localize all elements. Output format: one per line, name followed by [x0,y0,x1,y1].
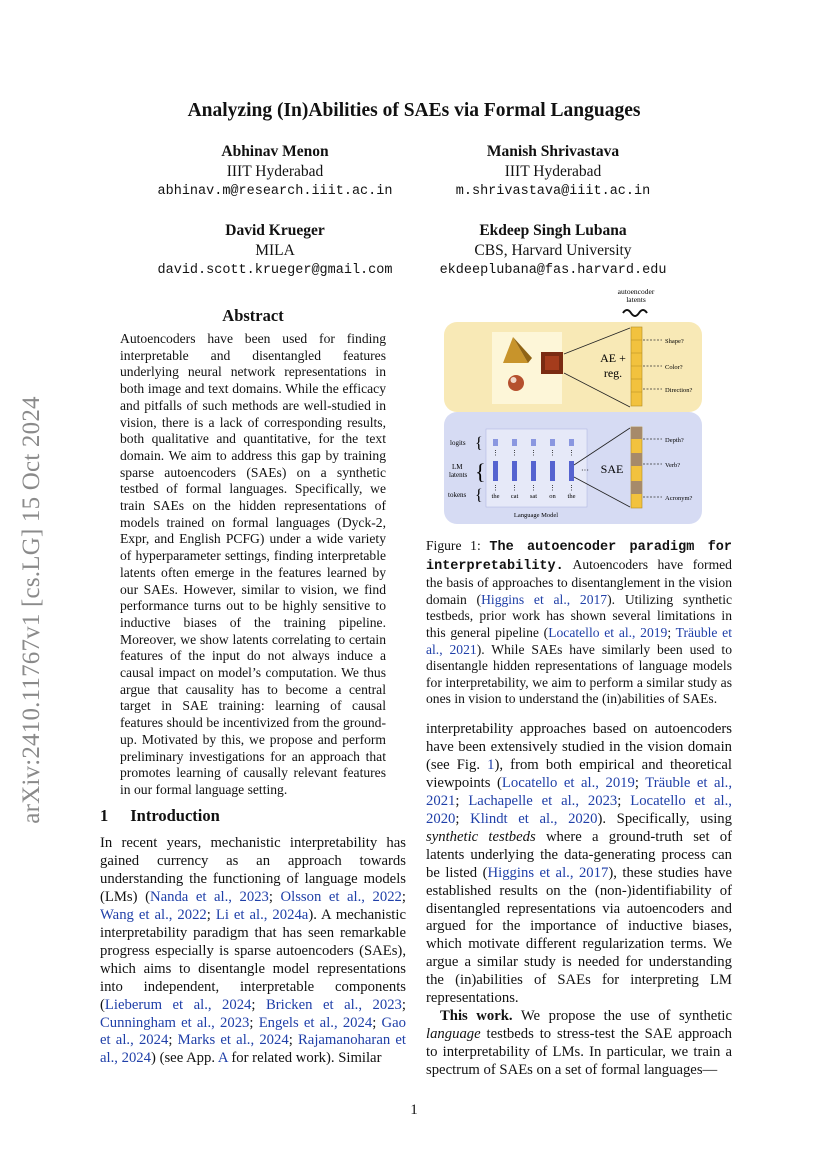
body-text: ) (see App. [151,1050,218,1067]
emphasis-text: language [426,1026,481,1043]
body-text: ), these studies have established results on the (non-)identifiability of disentangled representations via autoencoders and argued for the importance of inductive biases, which motivate different regularization terms. We argue a similar study is needed for understanding the (in)abilities of SAEs for interpreting LM representations. [426,864,732,1007]
tilde-icon [623,310,647,316]
caption-label: Figure 1: [426,538,481,553]
figure-1 [440,285,710,527]
body-text: ; [372,1014,382,1031]
brace-icon: { [475,435,483,452]
abstract-heading: Abstract [222,306,284,325]
body-text: ), from both empirical and theoretical viewpoints ( [426,756,732,791]
body-text: We propose the use of synthetic [512,1008,732,1025]
citation-link[interactable]: Higgins et al., 2017 [481,591,608,607]
svg-text:⋮: ⋮ [549,484,556,492]
author-email[interactable]: m.shrivastava@iiit.ac.in [455,184,651,199]
token-label: the [491,493,500,500]
section-number: 1 [100,806,109,825]
caption-text: ). While SAEs have similarly been used to disentangle hidden representations of language models for interpretability, we aim to perform a similar study as ones in vision to understand the (in)abilities of SAEs. [426,641,732,707]
citation-link[interactable]: Wang et al., 2022 [100,906,207,923]
sphere-highlight [511,377,517,383]
figure-top-label-2: latents [626,295,646,304]
lm-latents-label-2: latents [449,471,468,479]
cube-face [545,356,559,370]
author-email[interactable]: david.scott.krueger@gmail.com [157,263,393,278]
svg-text:⋮: ⋮ [568,449,575,457]
body-text: ; [288,1032,299,1049]
run-in-heading: This work. [440,1008,513,1025]
citation-link[interactable]: Nanda et al., 2023 [149,888,269,905]
body-text: In recent years, mechanistic interpretability has gained currency as an approach towards understanding the functioning of language models (LMs) ( [100,835,406,905]
lm-output-label: Acronym? [665,495,693,502]
abstract-text: Autoencoders have been used for finding interpretable and disentangled features underlying neural network representations in both image and text domains. While the efficacy and pitfalls of such methods are well-studied in vision, there is a lack of corresponding results, both qualitative and quantitative, for the text domain. We aim to address this gap by training sparse autoencoders (SAEs) on a synthetic testbed of formal languages. Specifically, we train SAEs on the hidden representations of models trained on formal languages (Dyck-2, Expr, and English PCFG) under a wide variety of hyperparameter settings, finding interpretable latents often emerge in the features learned by our SAEs. However, similar to vision, we find performance turns out to be highly sensitive to inductive biases of the training pipeline. Moreover, we show latents correlating to certain features of the input do not always induce a causal impact on model’s computation. We thus argue that causality has to become a central target in SAE training: learning of causal features should be incentivized from the ground-up. Motivated by this, we propose and perform preliminary investigations for an approach that promotes learning of causally relevant features in our formal language setting. [120,331,386,797]
svg-text:⋮: ⋮ [492,484,499,492]
body-text: ). Specifically, using [597,810,732,827]
figure-top-label-1: autoencoder [617,287,655,296]
citation-link[interactable]: Klindt et al., 2020 [470,810,598,827]
body-text: ; [455,792,469,809]
paper-title: Analyzing (In)Abilities of SAEs via Formal Languages [187,100,641,121]
token-label: the [567,493,576,500]
body-text: ; [455,810,471,827]
svg-text:⋮: ⋮ [549,449,556,457]
caption-bold: The autoencoder paradigm for interpretability. [426,540,732,574]
citation-link[interactable]: Higgins et al., 2017 [487,864,609,881]
arxiv-id: arXiv:2410.11767v1 [cs.LG] 15 Oct 2024 [18,396,45,824]
citation-link[interactable]: Gao et al., 2024 [100,1014,406,1049]
body-text: testbeds to stress-test the SAE approach to interpretability of LMs. In particular, we train a spectrum of SAEs on a set of formal languages— [426,1026,732,1079]
vision-output-label: Shape? [665,338,684,345]
citation-link[interactable]: Marks et al., 2024 [177,1032,289,1049]
ellipsis-label: ··· [581,466,589,475]
svg-text:⋮: ⋮ [492,449,499,457]
author-name: Ekdeep Singh Lubana [479,222,627,239]
vision-panel [444,322,702,412]
figure-link[interactable]: 1 [487,756,495,773]
lm-output-label: Depth? [665,437,684,444]
paragraph [426,721,732,1008]
author-email[interactable]: ekdeeplubana@fas.harvard.edu [439,263,667,278]
body-text: ). A mechanistic interpretability paradigm that has seen remarkable progress especially is sparse autoencoders (SAEs), which aims to disentangle model representations into independent, interpretable components ( [100,906,406,1013]
author-block [403,221,703,281]
author-name: David Krueger [225,222,325,239]
emphasis-text: synthetic testbeds [426,828,536,845]
author-affiliation: MILA [255,242,295,259]
citation-link[interactable]: Locatello et al., 2019 [501,774,635,791]
author-affiliation: IIIT Hyderabad [226,163,324,180]
token-label: sat [529,493,538,500]
author-affiliation: CBS, Harvard University [474,242,632,259]
lm-caption-label: Language Model [513,512,559,519]
lm-tokens-label: tokens [448,491,467,499]
author-email[interactable]: abhinav.m@research.iiit.ac.in [157,184,393,199]
paragraph [426,1008,732,1080]
author-block [125,142,425,202]
author-block [403,142,703,202]
caption-text: ; [667,624,676,640]
body-text: where a ground-truth set of latents underlying the data-generating process can be listed ( [426,828,732,881]
token-label: cat [510,493,519,500]
svg-text:⋮: ⋮ [568,484,575,492]
body-text: ; [634,774,646,791]
citation-link[interactable]: Träuble et al., 2021 [426,774,732,809]
citation-link[interactable]: Locatello et al., 2019 [548,624,668,640]
body-text: ; [401,996,406,1013]
body-text: ; [251,996,266,1013]
section-heading [100,806,220,826]
figure-caption [426,538,732,708]
citation-link[interactable]: Träuble et al., 2021 [426,624,732,657]
body-text: ; [168,1032,178,1049]
vision-output-label: Color? [665,364,683,371]
citation-link[interactable]: Rajamanoharan et al., 2024 [100,1032,406,1067]
svg-text:⋮: ⋮ [511,484,518,492]
citation-link[interactable]: Lachapelle et al., 2023 [468,792,618,809]
citation-link[interactable]: Bricken et al., 2023 [265,996,402,1013]
lm-logits-label: logits [450,439,466,447]
lm-latents-label-1: LM [452,463,463,471]
section-title: Introduction [130,806,220,825]
body-text: ; [401,888,406,905]
citation-link[interactable]: Cunningham et al., 2023 [100,1014,250,1031]
body-text: interpretability approaches based on autoencoders have been extensively studied in the vision domain (see Fig. [426,721,732,773]
svg-text:⋮: ⋮ [530,449,537,457]
caption-text: ). Utilizing synthetic testbeds, prior work has shown several limitations in this general pipeline ( [426,591,733,640]
body-text: ; [617,792,631,809]
citation-link[interactable]: Locatello et al., 2020 [426,792,732,827]
sae-label: SAE [600,462,624,476]
author-block [125,221,425,281]
body-text: ; [268,888,281,905]
author-name: Manish Shrivastava [486,143,620,160]
vision-output-label: Direction? [665,387,693,394]
citation-link[interactable]: Engels et al., 2024 [258,1014,373,1031]
citation-link[interactable]: Li et al., 2024a [215,906,309,923]
author-affiliation: IIIT Hyderabad [504,163,602,180]
vision-latent-column [631,327,642,406]
arxiv-stamp [14,370,50,850]
ae-label-2: reg. [603,366,623,380]
svg-text:⋮: ⋮ [511,449,518,457]
citation-link[interactable]: Lieberum et al., 2024 [104,996,252,1013]
intro-paragraph-2 [426,721,732,1080]
page-number: 1 [410,1102,418,1118]
svg-text:⋮: ⋮ [530,484,537,492]
caption-text: Autoencoders have formed the basis of approaches to disentanglement in the vision domain ( [426,556,732,607]
brace-icon: { [475,459,486,484]
intro-paragraph-1 [100,835,406,1068]
body-text: for related work). Similar [227,1050,382,1067]
brace-icon: { [475,487,483,504]
sphere-icon [508,375,524,391]
author-name: Abhinav Menon [221,143,329,160]
token-label: on [549,493,556,500]
lm-output-label: Verb? [665,462,681,469]
sae-latent-column [631,427,642,508]
ae-label-1: AE + [600,351,626,365]
appendix-link[interactable]: A [217,1050,228,1067]
citation-link[interactable]: Olsson et al., 2022 [280,888,402,905]
body-text: ; [206,906,216,923]
body-text: ; [249,1014,259,1031]
